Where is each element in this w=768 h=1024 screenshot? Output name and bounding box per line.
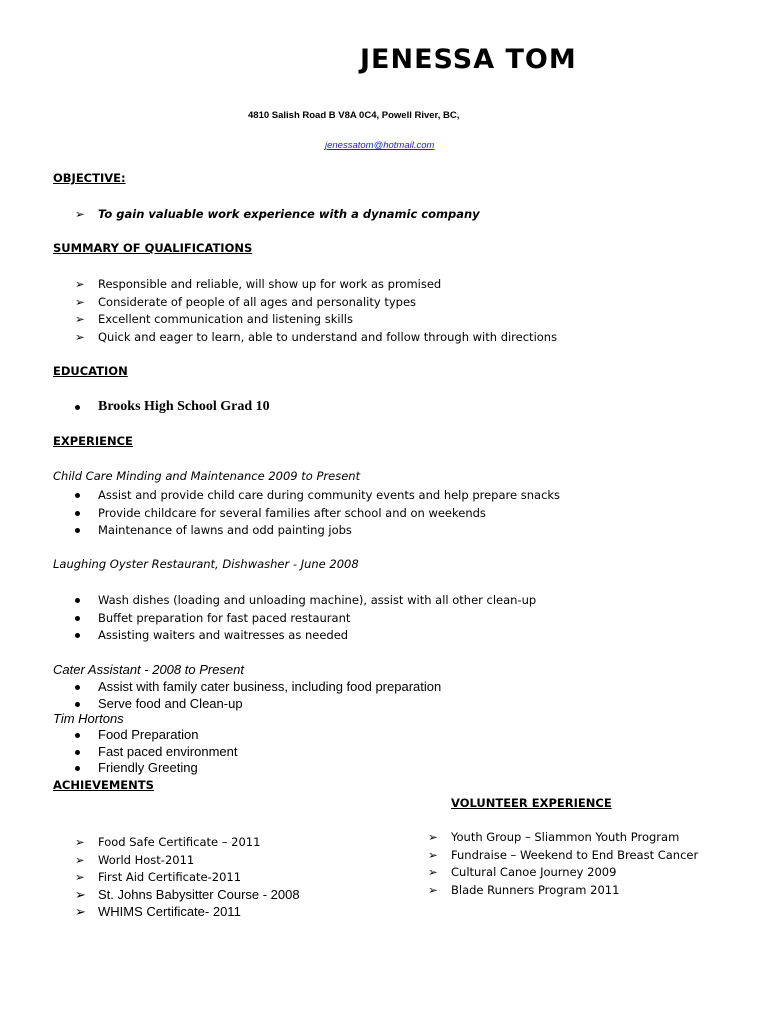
arrow-bullet-icon: ➢ bbox=[75, 852, 85, 867]
arrow-bullet-icon: ➢ bbox=[428, 847, 438, 862]
bullet-dot-icon bbox=[75, 733, 80, 738]
job-list bbox=[53, 487, 560, 540]
job-list bbox=[53, 679, 441, 712]
arrow-bullet-icon: ➢ bbox=[75, 835, 85, 849]
bullet-dot-icon bbox=[75, 493, 80, 498]
achievements-heading: ACHIEVEMENTS bbox=[53, 778, 154, 792]
list-item: ➢ Responsible and reliable, will show up for work as promised bbox=[53, 276, 557, 294]
bullet-dot-icon bbox=[75, 405, 80, 410]
list-item: Assist with family cater business, including food preparation bbox=[53, 679, 441, 696]
list-item: Maintenance of lawns and odd painting jobs bbox=[53, 522, 560, 540]
arrow-bullet-icon: ➢ bbox=[75, 312, 85, 326]
achievements-list bbox=[53, 834, 260, 887]
list-item: ➢ Cultural Canoe Journey 2009 bbox=[406, 864, 698, 882]
list-item: ➢ Youth Group – Sliammon Youth Program bbox=[406, 829, 698, 847]
resume-name: JENESSA TOM bbox=[360, 44, 577, 75]
list-item: Fast paced environment bbox=[53, 744, 237, 761]
address: 4810 Salish Road B V8A 0C4, Powell River, BC, bbox=[248, 110, 460, 121]
list-item: ➢ First Aid Certificate-2011 bbox=[53, 869, 260, 887]
bullet-dot-icon bbox=[75, 702, 80, 707]
list-item: ➢ Excellent communication and listening skills bbox=[53, 311, 557, 329]
bullet-dot-icon bbox=[75, 685, 80, 690]
list-item: Friendly Greeting bbox=[53, 760, 237, 777]
bullet-dot-icon bbox=[75, 766, 80, 771]
achievements-list-continued bbox=[53, 886, 300, 920]
bullet-dot-icon bbox=[75, 750, 80, 755]
arrow-bullet-icon: ➢ bbox=[75, 870, 85, 884]
objective-heading: OBJECTIVE: bbox=[53, 171, 126, 185]
job-title: Laughing Oyster Restaurant, Dishwasher - June 2008 bbox=[53, 557, 359, 571]
job-title: Child Care Minding and Maintenance 2009 to Present bbox=[53, 469, 361, 483]
list-item: ➢ St. Johns Babysitter Course - 2008 bbox=[75, 887, 300, 902]
list-item: ➢ Considerate of people of all ages and personality types bbox=[53, 294, 557, 312]
arrow-bullet-icon: ➢ bbox=[428, 830, 438, 844]
bullet-dot-icon bbox=[75, 511, 80, 516]
arrow-bullet-icon: ➢ bbox=[75, 294, 85, 309]
list-item bbox=[53, 206, 480, 222]
education-heading: EDUCATION bbox=[53, 364, 128, 378]
list-item: ➢ WHIMS Certificate- 2011 bbox=[75, 904, 241, 919]
list-item: Food Preparation bbox=[53, 727, 237, 744]
arrow-bullet-icon: ➢ bbox=[428, 882, 438, 897]
experience-heading: EXPERIENCE bbox=[53, 434, 133, 448]
list-item: ➢ Food Safe Certificate – 2011 bbox=[53, 834, 260, 852]
bullet-dot-icon bbox=[75, 633, 80, 638]
volunteer-heading: VOLUNTEER EXPERIENCE bbox=[451, 796, 612, 810]
summary-list bbox=[53, 276, 557, 346]
objective-text: To gain valuable work experience with a dynamic company bbox=[98, 207, 480, 221]
arrow-bullet-icon: ➢ bbox=[75, 887, 86, 902]
list-item: ➢ Fundraise – Weekend to End Breast Cancer bbox=[406, 847, 698, 865]
arrow-bullet-icon: ➢ bbox=[75, 277, 85, 291]
list-item: Provide childcare for several families after school and on weekends bbox=[53, 505, 560, 523]
summary-heading: SUMMARY OF QUALIFICATIONS bbox=[53, 241, 253, 255]
bullet-dot-icon bbox=[75, 528, 80, 533]
job-list bbox=[53, 592, 536, 645]
email-link[interactable]: jenessatom@hotmail.com bbox=[325, 140, 435, 151]
job-title: Cater Assistant - 2008 to Present bbox=[53, 662, 245, 677]
job-list bbox=[53, 727, 237, 777]
list-item: Assisting waiters and waitresses as needed bbox=[53, 627, 536, 645]
list-item: ➢ Quick and eager to learn, able to understand and follow through with directions bbox=[53, 329, 557, 347]
education-list bbox=[53, 398, 270, 416]
volunteer-list bbox=[406, 829, 698, 899]
list-item: Assist and provide child care during community events and help prepare snacks bbox=[53, 487, 560, 505]
list-item: Wash dishes (loading and unloading machine), assist with all other clean-up bbox=[53, 592, 536, 610]
arrow-bullet-icon: ➢ bbox=[428, 865, 438, 879]
arrow-bullet-icon: ➢ bbox=[75, 207, 85, 221]
list-item: Brooks High School Grad 10 bbox=[53, 398, 270, 416]
objective-list bbox=[53, 206, 480, 222]
arrow-bullet-icon: ➢ bbox=[75, 904, 86, 919]
list-item: ➢ Blade Runners Program 2011 bbox=[406, 882, 698, 900]
list-item: Serve food and Clean-up bbox=[53, 696, 441, 713]
list-item: Buffet preparation for fast paced restaurant bbox=[53, 610, 536, 628]
arrow-bullet-icon: ➢ bbox=[75, 329, 85, 344]
job-title: Tim Hortons bbox=[53, 711, 124, 726]
list-item: ➢ World Host-2011 bbox=[53, 852, 260, 870]
bullet-dot-icon bbox=[75, 616, 80, 621]
bullet-dot-icon bbox=[75, 598, 80, 603]
